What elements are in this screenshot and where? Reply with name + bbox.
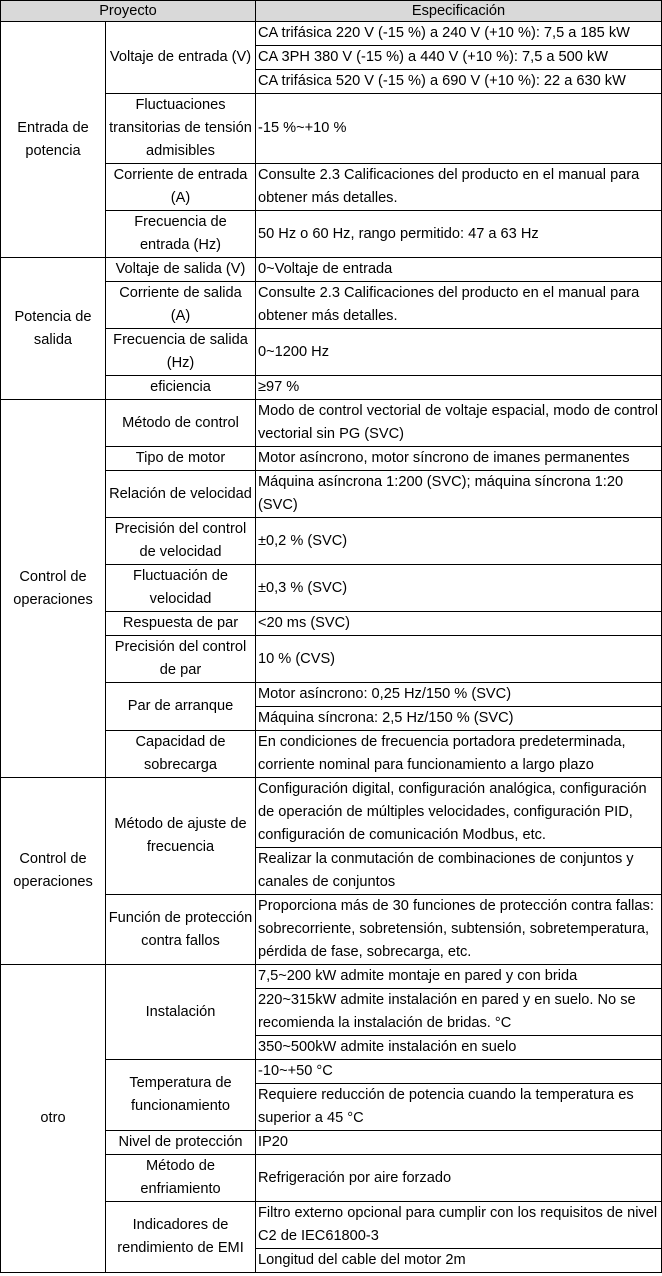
spec-cell: Requiere reducción de potencia cuando la temperatura es superior a 45 °C [256,1084,662,1131]
item-cell: Frecuencia de salida (Hz) [106,329,256,376]
spec-cell: 7,5~200 kW admite montaje en pared y con brida [256,965,662,989]
spec-cell: 0~1200 Hz [256,329,662,376]
item-cell: Método de enfriamiento [106,1155,256,1202]
spec-cell: 350~500kW admite instalación en suelo [256,1036,662,1060]
spec-cell: En condiciones de frecuencia portadora predeterminada, corriente nominal para funcionamiento a largo plazo [256,731,662,778]
spec-cell: <20 ms (SVC) [256,612,662,636]
item-cell: Par de arranque [106,683,256,731]
spec-cell: ≥97 % [256,376,662,400]
spec-cell: Máquina asíncrona 1:200 (SVC); máquina síncrona 1:20 (SVC) [256,471,662,518]
header-specification: Especificación [256,1,662,22]
spec-cell: -15 %~+10 % [256,94,662,164]
table-row [1,778,662,848]
spec-cell: Consulte 2.3 Calificaciones del producto en el manual para obtener más detalles. [256,164,662,211]
item-cell: Frecuencia de entrada (Hz) [106,211,256,258]
category-cell: Control de operaciones [1,400,106,778]
item-cell: Precisión del control de par [106,636,256,683]
item-cell: Respuesta de par [106,612,256,636]
spec-cell: -10~+50 °C [256,1060,662,1084]
category-cell: Control de operaciones [1,778,106,965]
spec-cell: ±0,3 % (SVC) [256,565,662,612]
spec-cell: CA 3PH 380 V (-15 %) a 440 V (+10 %): 7,5 a 500 kW [256,46,662,70]
item-cell: Fluctuaciones transitorias de tensión admisibles [106,94,256,164]
category-cell: Entrada de potencia [1,22,106,258]
spec-cell: Refrigeración por aire forzado [256,1155,662,1202]
header-row [1,1,662,22]
item-cell: Corriente de salida (A) [106,282,256,329]
item-cell: Voltaje de entrada (V) [106,22,256,94]
item-cell: Indicadores de rendimiento de EMI [106,1202,256,1273]
item-cell: Tipo de motor [106,447,256,471]
spec-cell: Longitud del cable del motor 2m [256,1249,662,1273]
spec-cell: Motor asíncrono, motor síncrono de imanes permanentes [256,447,662,471]
spec-cell: Realizar la conmutación de combinaciones de conjuntos y canales de conjuntos [256,848,662,895]
table-row [1,965,662,989]
item-cell: Método de ajuste de frecuencia [106,778,256,895]
item-cell: Capacidad de sobrecarga [106,731,256,778]
spec-cell: 10 % (CVS) [256,636,662,683]
item-cell: Fluctuación de velocidad [106,565,256,612]
item-cell: Precisión del control de velocidad [106,518,256,565]
spec-cell: CA trifásica 520 V (-15 %) a 690 V (+10 %): 22 a 630 kW [256,70,662,94]
spec-cell: ±0,2 % (SVC) [256,518,662,565]
item-cell: Instalación [106,965,256,1060]
category-cell: Potencia de salida [1,258,106,400]
item-cell: Relación de velocidad [106,471,256,518]
table-row [1,22,662,46]
item-cell: Nivel de protección [106,1131,256,1155]
spec-cell: Proporciona más de 30 funciones de protección contra fallas: sobrecorriente, sobretensión, subtensión, sobretemperatura, pérdida de fase, sobrecarga, etc. [256,895,662,965]
spec-cell: Modo de control vectorial de voltaje espacial, modo de control vectorial sin PG (SVC) [256,400,662,447]
spec-cell: Configuración digital, configuración analógica, configuración de operación de múltiples velocidades, configuración PID, configuración de comunicación Modbus, etc. [256,778,662,848]
table-row [1,400,662,447]
spec-cell: CA trifásica 220 V (-15 %) a 240 V (+10 %): 7,5 a 185 kW [256,22,662,46]
spec-cell: 220~315kW admite instalación en pared y en suelo. No se recomienda la instalación de bridas. °C [256,989,662,1036]
spec-cell: 50 Hz o 60 Hz, rango permitido: 47 a 63 Hz [256,211,662,258]
spec-cell: Filtro externo opcional para cumplir con los requisitos de nivel C2 de IEC61800-3 [256,1202,662,1249]
spec-cell: 0~Voltaje de entrada [256,258,662,282]
item-cell: Temperatura de funcionamiento [106,1060,256,1131]
item-cell: Corriente de entrada (A) [106,164,256,211]
item-cell: eficiencia [106,376,256,400]
header-project: Proyecto [1,1,256,22]
table-row [1,258,662,282]
category-cell: otro [1,965,106,1273]
item-cell: Método de control [106,400,256,447]
spec-cell: Motor asíncrono: 0,25 Hz/150 % (SVC) [256,683,662,707]
item-cell: Función de protección contra fallos [106,895,256,965]
spec-cell: IP20 [256,1131,662,1155]
item-cell: Voltaje de salida (V) [106,258,256,282]
spec-cell: Consulte 2.3 Calificaciones del producto en el manual para obtener más detalles. [256,282,662,329]
spec-cell: Máquina síncrona: 2,5 Hz/150 % (SVC) [256,707,662,731]
